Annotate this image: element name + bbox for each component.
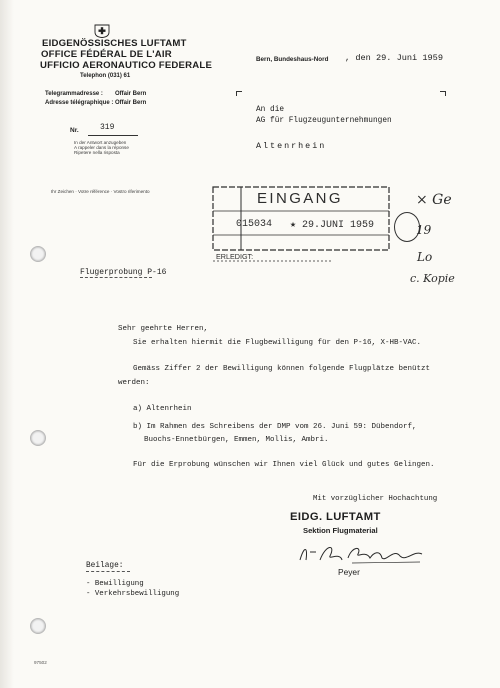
handwritten-signature — [296, 542, 426, 566]
salutation: Sehr geehrte Herren, — [118, 325, 209, 333]
sender-office: EIDG. LUFTAMT — [290, 511, 381, 523]
body-paragraph-2b: werden: — [118, 379, 150, 387]
reference-number: 319 — [100, 123, 115, 132]
swiss-cross-icon — [94, 24, 110, 38]
letterhead-line-de: EIDGENÖSSISCHES LUFTAMT — [42, 38, 187, 49]
stamp-number: 015034 — [236, 219, 273, 230]
reply-instructions — [74, 140, 129, 156]
letterhead-line-it: UFFICIO AERONAUTICO FEDERALE — [40, 60, 213, 71]
list-item-b-line-2: Buochs-Ennetbürgen, Emmen, Mollis, Ambri. — [144, 436, 329, 444]
telegram-value-de: Offair Bern — [115, 91, 147, 97]
sender-name: Peyer — [338, 567, 360, 577]
telegram-label-fr: Adresse télégraphique : — [45, 100, 114, 106]
reply-instruction-fr: A rappeler dans la réponse — [74, 145, 129, 151]
punch-hole — [30, 430, 46, 446]
enclosure-item: - Bewilligung — [86, 580, 144, 588]
telephone: Telephon (031) 61 — [80, 73, 131, 79]
punch-hole — [30, 618, 46, 634]
form-code: 97502 — [34, 660, 47, 665]
list-item-b-line-1: b) Im Rahmen des Schreibens der DMP vom 26. Juni 59: Dübendorf, — [133, 423, 417, 431]
subject-underline — [80, 277, 152, 278]
enclosures-underline — [86, 571, 130, 572]
reference-number-underline — [88, 135, 138, 136]
reply-instruction-de: In der Antwort anzugeben — [74, 140, 127, 145]
reply-instruction-it: Ripetere nella risposta — [74, 150, 120, 156]
letterhead-line-fr: OFFICE FÉDÉRAL DE L'AIR — [41, 49, 172, 60]
closing-greeting: Mit vorzüglicher Hochachtung — [313, 495, 438, 503]
telegram-value-fr: Offair Bern — [115, 100, 147, 106]
handwritten-note-3: Lo — [417, 250, 433, 264]
handwritten-note-4: c. Kopie — [410, 272, 455, 285]
body-paragraph-2a: Gemäss Ziffer 2 der Bewilligung können folgende Flugplätze benützt — [133, 365, 431, 373]
handwritten-note-2: 19 — [416, 223, 432, 237]
subject-line: Flugerprobung P-16 — [80, 268, 167, 277]
enclosure-item: - Verkehrsbewilligung — [86, 590, 180, 598]
telegram-address-block — [45, 90, 147, 108]
recipient-line-2: AG für Flugzeugunternehmungen — [256, 117, 392, 125]
handwritten-note-1: × Ge — [416, 192, 452, 208]
your-reference-label: Ihr Zeichen · Votre référence · Vostro riferimento — [51, 189, 150, 194]
reference-number-label: Nr. — [70, 127, 79, 134]
enclosures-label: Beilage: — [86, 562, 124, 570]
body-paragraph-3: Für die Erprobung wünschen wir Ihnen viel Glück und gutes Gelingen. — [133, 461, 435, 469]
recipient-line-1: An die — [256, 106, 285, 114]
address-window-corner — [236, 91, 242, 96]
sender-section: Sektion Flugmaterial — [303, 526, 378, 535]
telegram-label-de: Telegrammadresse : — [45, 91, 103, 97]
place: Bern, Bundeshaus-Nord — [256, 56, 329, 63]
punch-hole — [30, 246, 46, 262]
page-edge-shadow — [0, 0, 14, 688]
stamp-title: EINGANG — [257, 190, 343, 207]
date: , den 29. Juni 1959 — [345, 53, 443, 63]
list-item-a: a) Altenrhein — [133, 405, 192, 413]
address-window-corner — [440, 91, 446, 96]
stamp-erledigt: ERLEDIGT: — [216, 252, 254, 261]
body-paragraph-1: Sie erhalten hiermit die Flugbewilligung für den P-16, X-HB-VAC. — [133, 339, 422, 347]
stamp-date: ★ 29.JUNI 1959 — [290, 220, 375, 231]
recipient-line-3: Altenrhein — [256, 141, 327, 151]
